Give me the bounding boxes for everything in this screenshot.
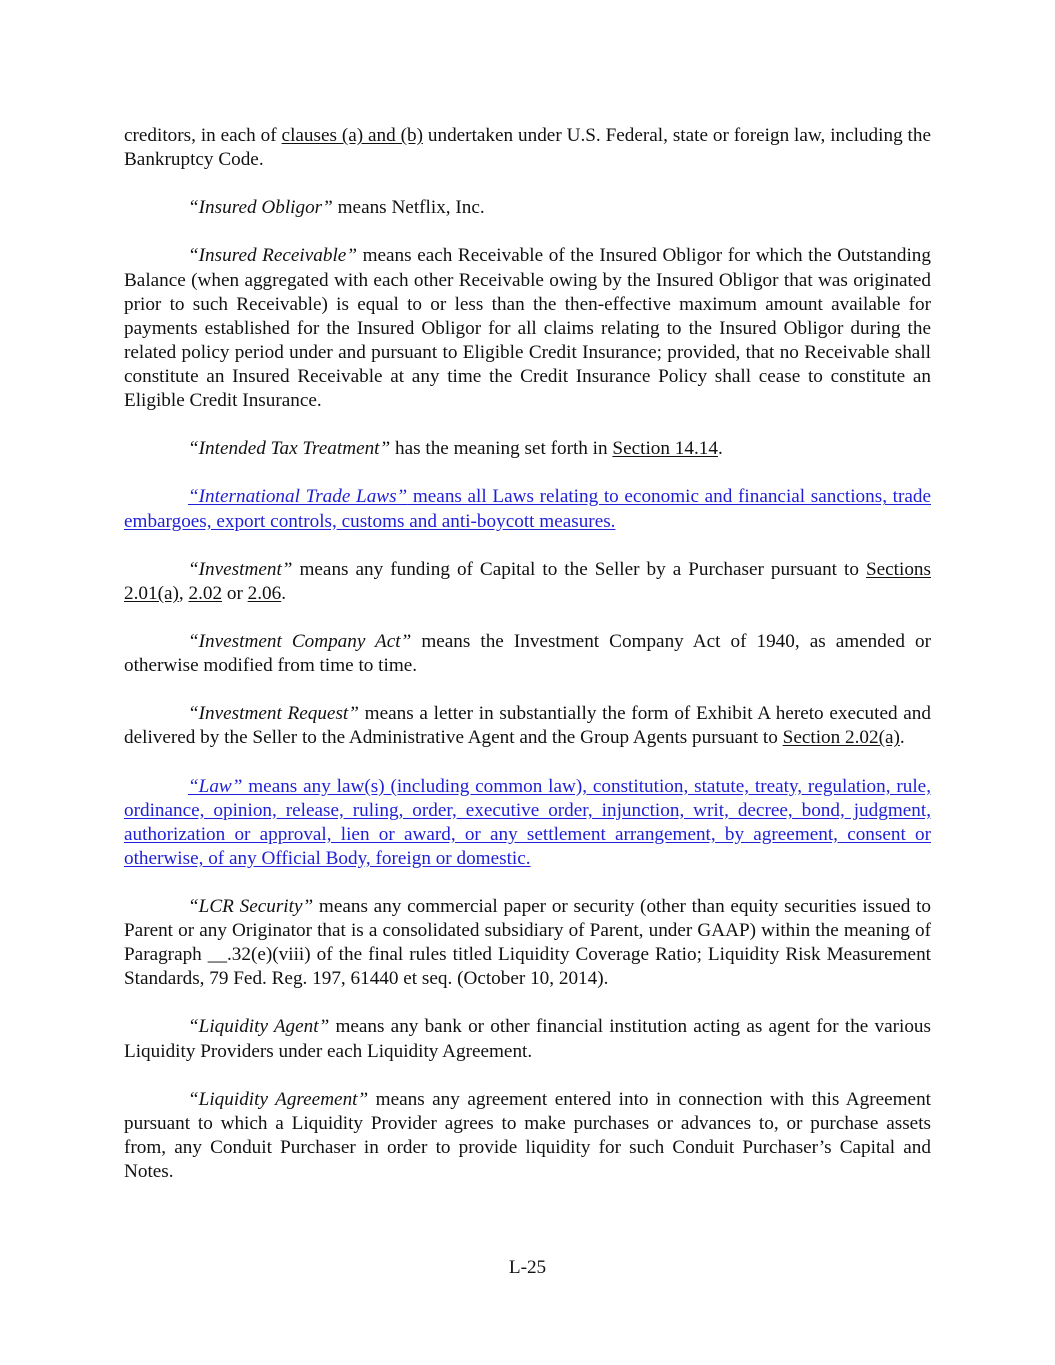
section-reference: Section 2.02(a) (782, 727, 900, 749)
defined-term: “Liquidity Agent” (188, 1016, 330, 1038)
continued-paragraph: creditors, in each of clauses (a) and (b) undertaken under U.S. Federal, state or foreign law, including the Bankruptcy Code. (124, 125, 932, 171)
section-reference: Sections 2.01(a) (124, 558, 931, 604)
section-reference: 2.06 (247, 582, 282, 604)
definition-intended-tax-treatment: “Intended Tax Treatment” has the meaning set forth in Section 14.14. (188, 438, 723, 460)
definition-insured-obligor: “Insured Obligor” means Netflix, Inc. (188, 197, 485, 219)
page-number: L-25 (508, 1257, 547, 1278)
definition-investment-company-act: “Investment Company Act” means the Investment Company Act of 1940, as amended or otherwise modified from time to time. (124, 630, 931, 677)
definition-international-trade-laws: “International Trade Laws” means all Laws relating to economic and financial sanctions, trade embargoes, export controls, customs and anti-boycott measures. (124, 486, 931, 532)
defined-term: “LCR Security” (188, 896, 314, 917)
definition-investment-request: “Investment Request” means a letter in substantially the form of Exhibit A hereto executed and delivered by the Seller to the Administrative Agent and the Group Agents pursuant to Section 2.02(a). (124, 703, 931, 749)
definition-lcr-security: “LCR Security” means any commercial paper or security (other than equity securities issued to Parent or any Originator that is a consolidated subsidiary of Parent, under GAAP) within the meaning of Paragraph __.32(e)(viii) of the final rules titled Liquidity Coverage Ratio; Liquidity Risk Measurement Standards, 79 Fed. Reg. 197, 61440 et seq. (October 10, 2014). (124, 896, 931, 990)
section-reference: Section 14.14 (612, 438, 718, 460)
section-reference: 2.02 (188, 582, 223, 604)
defined-term: “Law” (188, 775, 243, 797)
definition-liquidity-agreement: “Liquidity Agreement” means any agreement entered into in connection with this Agreement pursuant to which a Liquidity Provider agrees to make purchases or advances to, or purchase assets from, any Conduit Purchaser in order to provide liquidity for such Conduit Purchaser’s Capital and Notes. (124, 1088, 932, 1183)
defined-term: “Insured Receivable” (188, 245, 357, 267)
defined-term: “Investment” (188, 558, 293, 580)
definition-liquidity-agent: “Liquidity Agent” means any bank or other financial institution acting as agent for the various Liquidity Providers under each Liquidity Agreement. (124, 1016, 931, 1062)
defined-term: “Investment Company Act” (188, 630, 412, 652)
definition-law: “Law” means any law(s) (including common law), constitution, statute, treaty, regulation, rule, ordinance, opinion, release, ruling, order, executive order, injunction, writ, decree, bond, judgment, authorization or approval, lien or award, or any settlement arrangement, by agreement, consent or otherwise, of any Official Body, foreign or domestic. (124, 775, 931, 869)
defined-term: “Liquidity Agreement” (188, 1088, 369, 1110)
definition-insured-receivable: “Insured Receivable” means each Receivable of the Insured Obligor for which the Outstanding Balance (when aggregated with each other Receivable owing by the Insured Obligor that was originated prior to such Receivable) is equal to or less than the then-effective maximum amount available for payments established for the Insured Obligor for all claims relating to the Insured Obligor during the related policy period under and pursuant to Eligible Credit Insurance; provided, that no Receivable shall constitute an Insured Receivable at any time the Credit Insurance Policy shall cease to constitute an Eligible Credit Insurance. (124, 245, 931, 412)
defined-term: “International Trade Laws” (188, 486, 408, 508)
defined-term: “Intended Tax Treatment” (188, 438, 391, 460)
clause-reference: clauses (a) and (b) (281, 125, 423, 146)
document-body (124, 124, 931, 1208)
defined-term: “Insured Obligor” (188, 197, 333, 219)
defined-term: “Investment Request” (188, 703, 359, 725)
definition-investment: “Investment” means any funding of Capital to the Seller by a Purchaser pursuant to Sections 2.01(a), 2.02 or 2.06. (124, 558, 931, 604)
